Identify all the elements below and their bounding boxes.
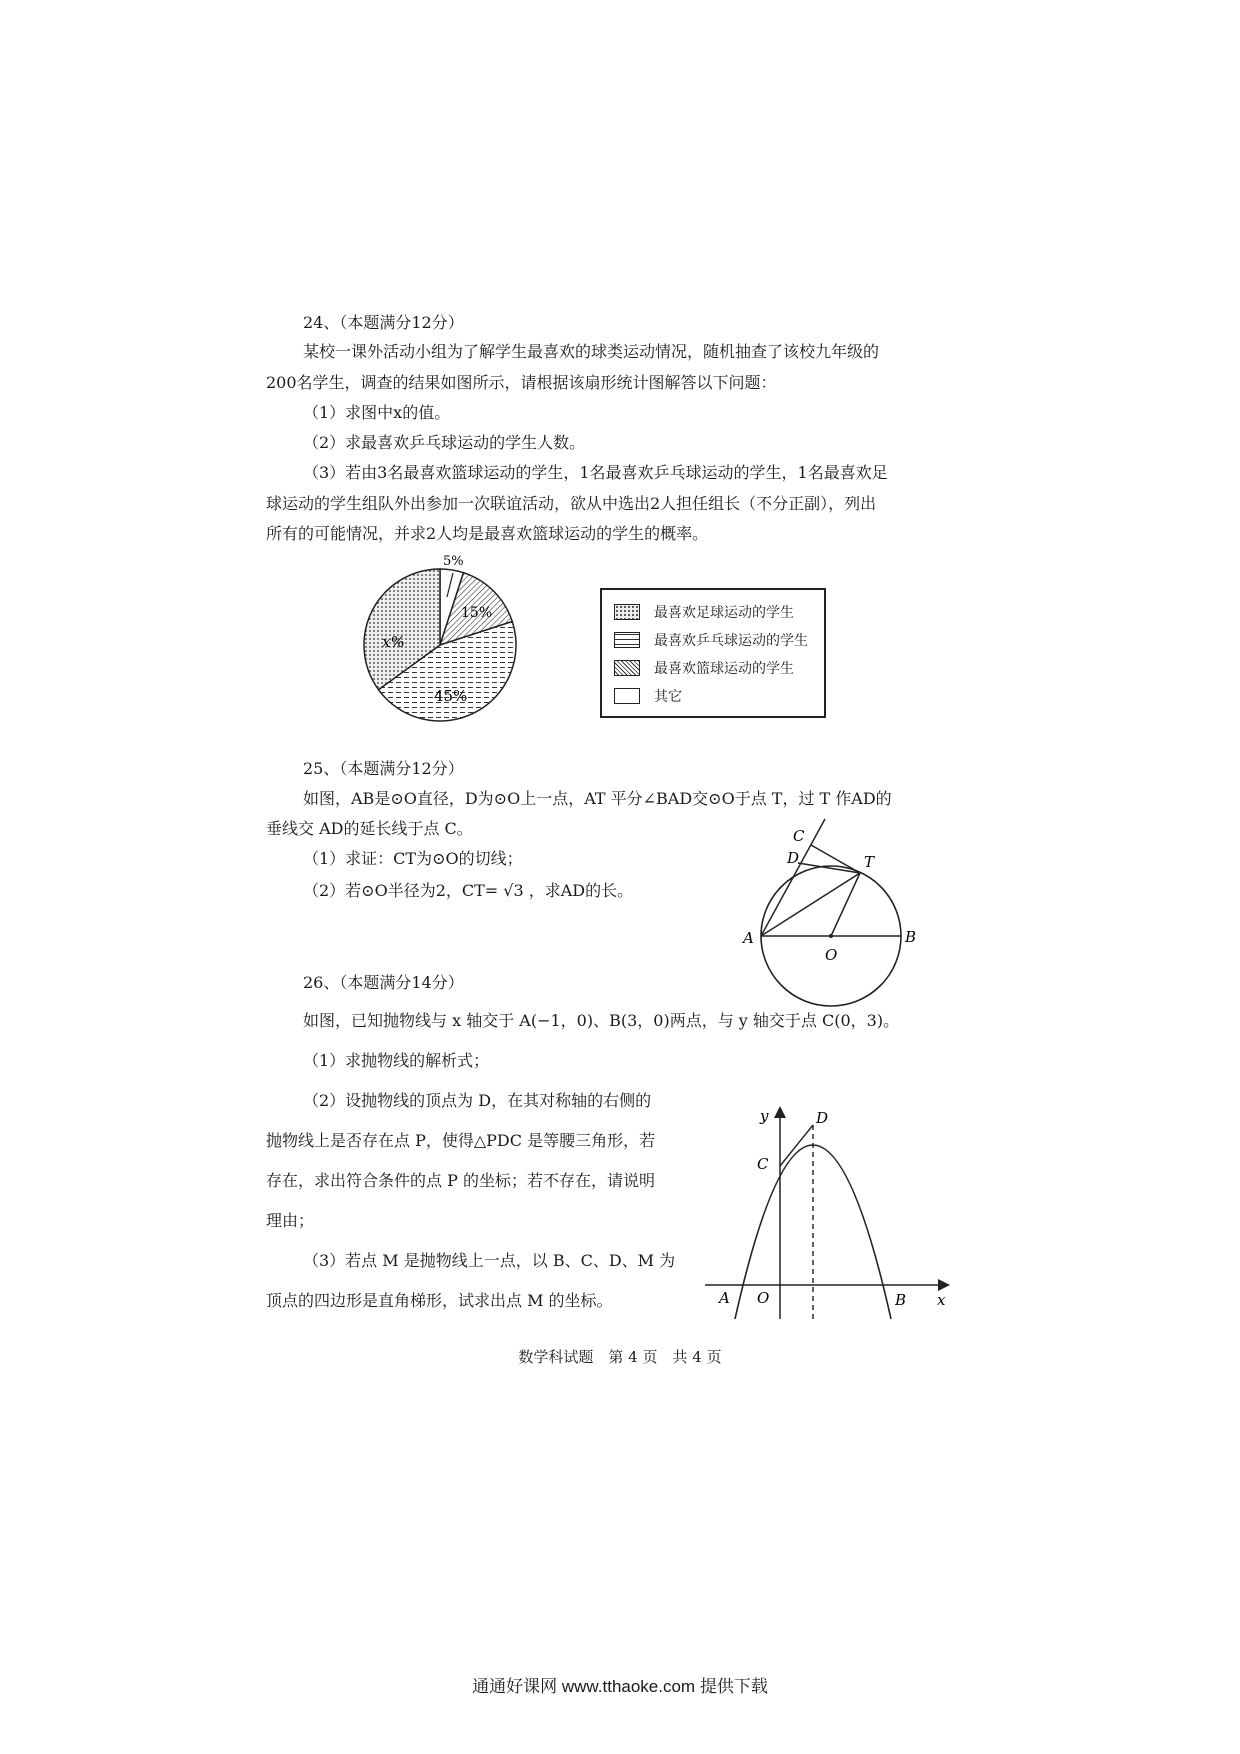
q26-part2-line4: 理由；	[266, 1211, 315, 1230]
q26-part2-line3: 存在，求出符合条件的点 P 的坐标；若不存在，请说明	[266, 1171, 655, 1190]
legend-item-pingpong	[614, 630, 808, 650]
q24-part1: （1）求图中x的值。	[303, 403, 451, 422]
q25-line1: 如图，AB是⊙O直径，D为⊙O上一点，AT 平分∠BAD交⊙O于点 T，过 T 作AD的	[303, 789, 892, 808]
pie-label-45: 45%	[434, 687, 468, 705]
label-t: T	[864, 853, 875, 871]
pie-label-5: 5%	[443, 554, 464, 569]
label-a: A	[719, 1289, 730, 1307]
legend-swatch-blank	[614, 688, 640, 704]
q24-intro-line2: 200名学生，调查的结果如图所示，请根据该扇形统计图解答以下问题：	[266, 373, 777, 392]
q24-title: 24、（本题满分12分）	[303, 313, 464, 332]
legend-swatch-dots	[614, 604, 640, 620]
q25-title: 25、（本题满分12分）	[303, 759, 464, 778]
q26-part2-line2: 抛物线上是否存在点 P，使得△PDC 是等腰三角形，若	[266, 1131, 656, 1150]
label-b: B	[895, 1291, 907, 1309]
q26-part2-line1: （2）设抛物线的顶点为 D，在其对称轴的右侧的	[303, 1091, 652, 1110]
q25-part1: （1）求证：CT为⊙O的切线；	[303, 849, 523, 868]
label-d: D	[787, 849, 800, 867]
q25-circle-figure	[735, 815, 925, 1020]
q24-part3-line1: （3）若由3名最喜欢篮球运动的学生，1名最喜欢乒乓球运动的学生，1名最喜欢足	[303, 463, 888, 482]
q24-intro-line1: 某校一课外活动小组为了解学生最喜欢的球类运动情况，随机抽查了该校九年级的	[303, 342, 880, 361]
q24-part3-line3: 所有的可能情况，并求2人均是最喜欢篮球运动的学生的概率。	[266, 524, 709, 543]
q25-line2: 垂线交 AD的延长线于点 C。	[266, 819, 473, 838]
q26-part3-line2: 顶点的四边形是直角梯形，试求出点 M 的坐标。	[266, 1291, 613, 1310]
q26-title: 26、（本题满分14分）	[303, 973, 464, 992]
legend-label: 最喜欢足球运动的学生	[654, 605, 794, 621]
q24-part3-line2: 球运动的学生组队外出参加一次联谊活动，欲从中选出2人担任组长（不分正副），列出	[266, 494, 877, 513]
site-footer: 通通好课网 www.tthaoke.com 提供下载	[472, 1677, 768, 1696]
label-d: D	[816, 1109, 829, 1127]
legend-label: 其它	[654, 689, 682, 705]
page-footer: 数学科试题 第 4 页 共 4 页	[518, 1348, 722, 1366]
legend-label: 最喜欢乒乓球运动的学生	[654, 633, 808, 649]
label-b: B	[905, 928, 917, 946]
pie-legend	[600, 588, 826, 718]
label-c: C	[757, 1155, 769, 1173]
pie-label-15: 15%	[461, 605, 493, 621]
legend-swatch-hatch	[614, 660, 640, 676]
q24-part2: （2）求最喜欢乒乓球运动的学生人数。	[303, 433, 586, 452]
label-a: A	[743, 929, 754, 947]
legend-swatch-dashes	[614, 632, 640, 648]
q26-line1: 如图，已知抛物线与 x 轴交于 A(−1，0)、B(3，0)两点，与 y 轴交于点 C(0，3)。	[303, 1011, 900, 1030]
pie-chart	[340, 545, 540, 745]
center-dot	[829, 934, 833, 938]
q26-part3-line1: （3）若点 M 是抛物线上一点，以 B、C、D、M 为	[303, 1251, 676, 1270]
label-o: O	[825, 946, 838, 964]
legend-item-other	[614, 686, 682, 706]
label-y: y	[760, 1107, 769, 1125]
label-o: O	[757, 1289, 770, 1307]
label-x: x	[937, 1291, 946, 1309]
q26-part1: （1）求抛物线的解析式；	[303, 1051, 490, 1070]
q26-parabola-figure	[705, 1105, 955, 1325]
pie-label-x: x%	[382, 633, 405, 651]
label-c: C	[793, 827, 805, 845]
legend-label: 最喜欢篮球运动的学生	[654, 661, 794, 677]
legend-item-basketball	[614, 658, 794, 678]
q25-part2: （2）若⊙O半径为2，CT= √3 ，求AD的长。	[303, 881, 634, 900]
legend-item-football	[614, 602, 794, 622]
